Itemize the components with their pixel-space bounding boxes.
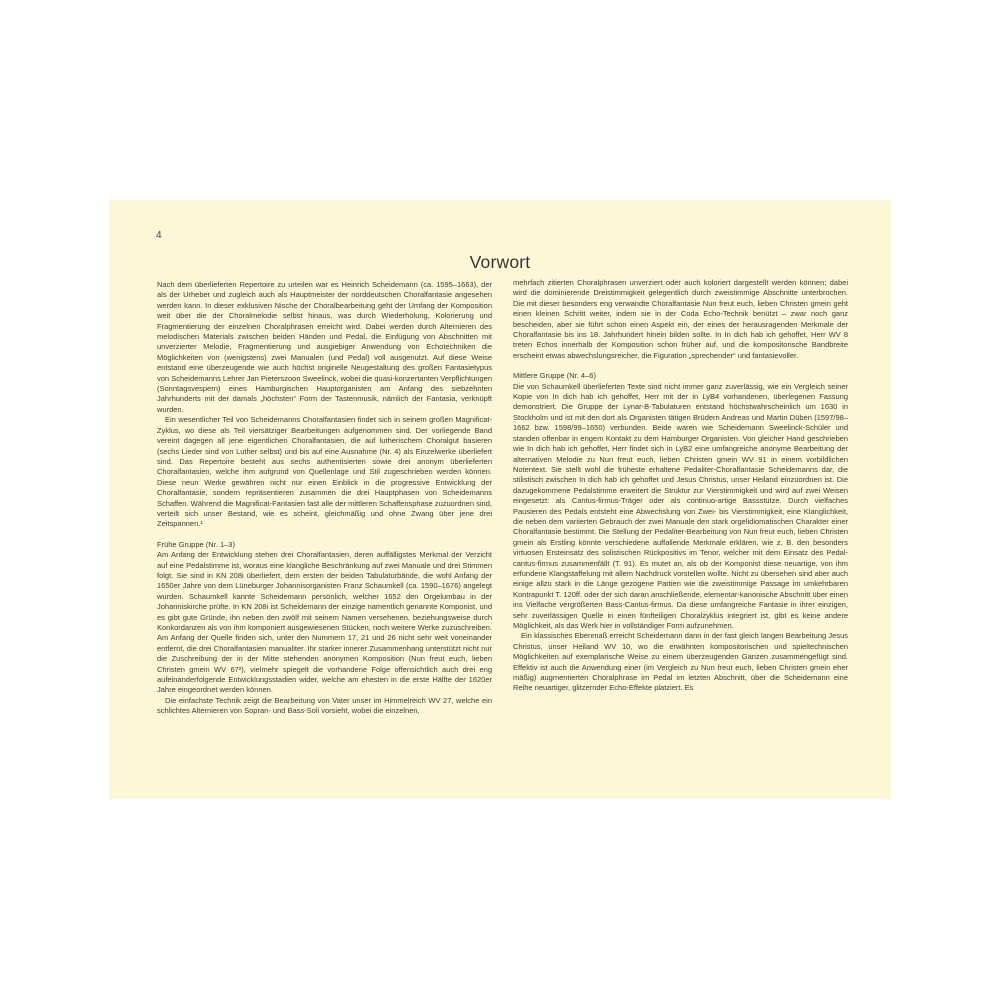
paragraph: mehrfach zitierten Choralphrasen unverziert oder auch koloriert dargestellt werden können; dabei wird die dominierende Dreistimmigkeit gelegentlich durch zweistimmige Abschnitte unterbrochen. Die mit dieser besonders eng verwandte Choralfantasie Nun freut euch, lieben Christen gmein geht einen kleinen Schritt weiter, indem sie in der Coda Echo-Technik benützt – zwar noch ganz bescheiden, aber sie führt schon einen Aspekt ein, der eines der herausragenden Merkmale der Choralfantasie bis ins 18. Jahrhundert hinein bilden sollte. In In dich hab ich gehoffet, Herr WV 8 treten Echos innerhalb der Komposition schon früher auf, und die kompositorische Bandbreite erscheint etwas abwechslungsreicher, die Figuration „sprechender“ und fantasievoller. xyxy=(513,278,848,360)
page-title: Vorwort xyxy=(469,252,531,272)
left-column xyxy=(157,280,492,717)
paragraph: Ein klassisches Ebenmaß erreicht Scheidemann dann in der fast gleich langen Bearbeitung Jesus Christus, unser Heiland WV 10, wo die erwähnten kompositorischen und spieltechnischen Möglichkeiten auf exemplarische Weise zu einem überzeugenden Ganzen zusammengefügt sind. Effektiv ist auch die Anwendung einer (im Vergleich zu Nun freut euch, lieben Christen gmein eher mäßig) augmentierten Choralphrase im Pedal im letzten Abschnitt, über die Scheidemann eine Reihe neuartiger, glitzernder Echo-Effekte platziert. Es xyxy=(513,631,848,693)
paragraph: Ein wesentlicher Teil von Scheidemanns Choralfantasien findet sich in seinem großen Magnificat-Zyklus, wo diese als Teil viersätziger Bearbeitungen aufgenommen sind. Der vorliegende Band vereint dagegen all jene eigentlichen Choralfantasien, die auf lutherischem Choralgut basieren (sechs Lieder sind von Luther selbst) und bis auf eine Ausnahme (Nr. 4) als Einzelwerke überliefert sind. Das Repertoire besteht aus sechs authentisierten sowie drei anonym überlieferten Choralfantasien, welche ihm aufgrund von Quellenlage und Stil zugeschrieben werden können. Diese neun Werke gewähren nicht nur einen Einblick in die progressive Entwicklung der Choralfantasie, sondern repräsentieren zusammen die drei Hauptphasen von Scheidemanns Schaffen. Während die Magnificat-Fantasien fast alle der mittleren Schaffensphase zuzuordnen sind, verteilt sich unser Bestand, wie es scheint, gleichmäßig und ohne Zwang über jene drei Zeitspannen.¹ xyxy=(157,415,492,529)
page-number: 4 xyxy=(156,230,162,241)
right-column xyxy=(513,278,848,694)
paragraph: Am Anfang der Entwicklung stehen drei Choralfantasien, deren auffälligstes Merkmal der Verzicht auf eine Pedalstimme ist, woraus eine klangliche Beschränkung auf zwei Manuale und drei Stimmen folgt. Sie sind in KN 208i überliefert, dem ersten der beiden Tabulaturbände, die wohl Anfang der 1650er Jahre von dem Lüneburger Johannisorganisten Franz Schaumkell (ca. 1590–1676) angelegt wurden. Schaumkell kannte Scheidemann persönlich, welcher 1652 den Orgelumbau in der Johanniskirche prüfte. In KN 208i ist Scheidemann der einzige namentlich genannte Komponist, und es gibt gute Gründe, ihn neben den zwölf mit seinem Namen versehenen, beziehungsweise durch Konkordanzen als von ihm komponiert ausgewiesenen Stücken, noch weitere Werke zuzuschreiben. Am Anfang der Quelle finden sich, unter den Nummern 17, 21 und 26 nicht sehr weit voneinander entfernt, die drei Choralfantasien manualiter. Ihr starker innerer Zusammenhang unterstützt nicht nur die Zuschreibung der in der Mitte stehenden anonymen Komposition (Nun freut euch, lieben Christen gmein WV 67²), vielmehr spiegelt die vorhandene Folge offensichtlich auch drei eng aufeinanderfolgende Entwicklungsstadien wider, welche am ehesten in die erste Hälfte der 1620er Jahre eingeordnet werden können. xyxy=(157,550,492,695)
section-heading: Mittlere Gruppe (Nr. 4–6) xyxy=(513,371,596,381)
book-page xyxy=(109,200,891,799)
paragraph: Die einfachste Technik zeigt die Bearbeitung von Vater unser im Himmelreich WV 27, welche ein schlichtes Alternieren von Sopran- und Bass-Soli vorsieht, wobei die einzelnen, xyxy=(157,695,492,716)
paragraph: Nach dem überlieferten Repertoire zu urteilen war es Heinrich Scheidemann (ca. 1595–1663), der als der Urheber und zugleich auch als Hauptmeister der norddeutschen Choralfantasie angesehen werden kann. In dieser exklusiven Nische der Choralbearbeitung geht der Umfang der Komposition weit über die der Choralmelodie selbst hinaus, was durch Wiederholung, Kolorierung und Fragmentierung der einzelnen Choralphrasen erreicht wird. Dabei werden durch Alternieren des melodischen Materials zwischen beiden Händen und Pedal, die Einfügung von Abschnitten mit unverzierter Melodie, Fragmentierung und ausgiebiger Anwendung von Echotechniken die Möglichkeiten von (wenigstens) zwei Manualen (und Pedal) voll ausgenutzt. Auf diese Weise entstand eine überzeugende wie auch höchst originelle Neugestaltung des großen Fantasietypus von Scheidemanns Lehrer Jan Pieterszoon Sweelinck, wobei die quasi-konzertanten Verpflichtungen (Sonntagsvespern) eines Hamburgischen Hauptorganisten am Anfang des siebzehnten Jahrhunderts mit der damals „höchsten“ Form der Tastenmusik, nämlich der Fantasia, verknüpft wurden. xyxy=(157,280,492,414)
section-heading: Frühe Gruppe (Nr. 1–3) xyxy=(157,539,235,549)
paragraph: Die von Schaumkell überlieferten Texte sind nicht immer ganz zuverlässig, wie ein Vergleich seiner Kopie von In dich hab ich gehoffet, Herr mit der in LyB4 vorhandenen, überlegenen Fassung demonstriert. Die Gruppe der Lynar-B-Tabulaturen entstand höchstwahrscheinlich um 1630 in Stockholm und ist mit den dort als Organisten tätigen Brüdern Andreas und Martin Düben (1597/98–1662 bzw. 1598/99–1650) verbunden. Beide waren wie Scheidemann Sweelinck-Schüler und standen offenbar in engem Kontakt zu dem Hamburger Organisten. Von gleicher Hand geschrieben wie In dich hab ich gehoffet, Herr findet sich in LyB2 eine umfangreiche anonyme Bearbeitung der alternativen Melodie zu Nun freut euch, lieben Christen gmein WV 91 in einem vorbildlichen Notentext. Sie stellt wohl die früheste erhaltene Pedaliter-Choralfantasie Scheidemanns dar, die stilistisch zwischen In dich hab ich gehoffet und Jesus Christus, unser Heiland einzuordnen ist. Die dazugekommene Pedalstimme erweitert die Struktur zur Vierstimmigkeit und wird auf zwei Weisen eingesetzt: als Cantus-firmus-Träger oder als continuo-artige Bassstütze. Durch vielfaches Pausieren des Pedals entsteht eine Abwechslung von Zwei- bis Vierstimmigkeit, eine Klanglichkeit, die neben dem variierten Gebrauch der zwei Manuale den stark orgelidiomatischen Charakter einer Choralfantasie bestimmt. Die Stellung der Pedaliter-Bearbeitung von Nun freut euch, lieben Christen gmein als Erstling könnte verschiedene auffallende Merkmale erklären, wie z. B. den besonders virtuosen Ersteinsatz des solistischen Rückpositivs im Tenor, welcher mit dem Einsatz des Pedal-cantus-firmus zusammenfällt (T. 91). Es mutet an, als ob der Komponist diese neuartige, von ihm erfundene Klangstaffelung mit allem Nachdruck vorstellen wollte. Nicht zu übersehen sind aber auch einige allzu stark in die Länge gezogene Partien wie die zweistimmige Passage im umkehrbaren Kontrapunkt T. 120ff. oder der sich daran anschließende, elementar-kanonische Abschnitt über einen ins Vielfache vergrößerten Bass-Cantus-firmus. Da diese umfangreiche Fantasie in ihrer einzigen, sehr zuverlässigen Quelle in einen fünfteiligen Choralzyklus integriert ist, gibt es keine andere Möglichkeit, als das Werk hier in vollständiger Form aufzunehmen. xyxy=(513,381,848,630)
